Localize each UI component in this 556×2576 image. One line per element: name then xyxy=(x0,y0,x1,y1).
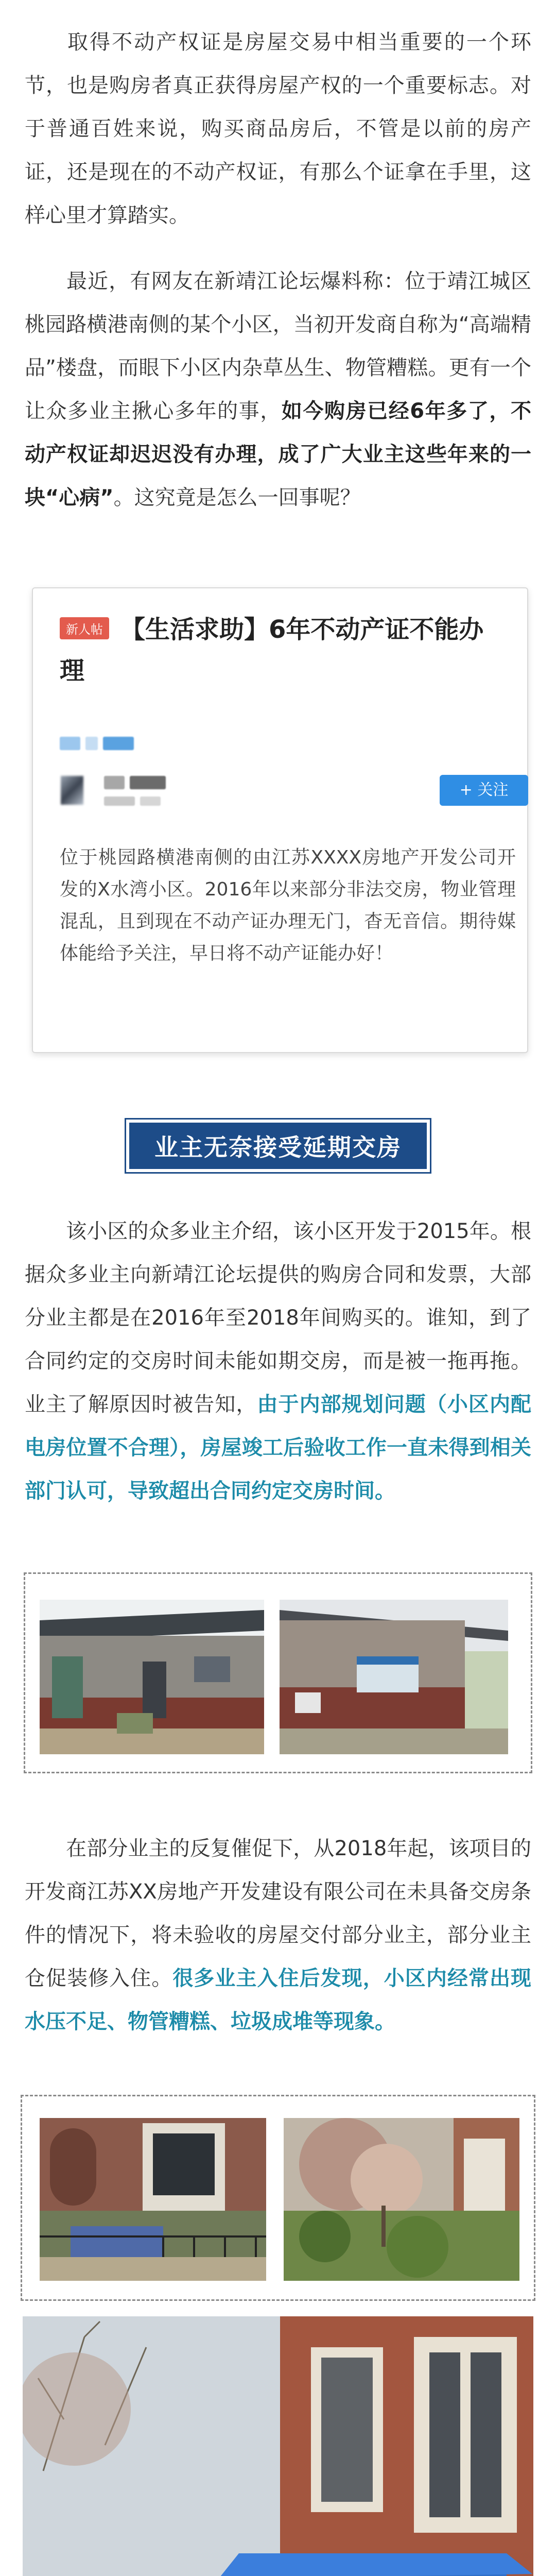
post-title[interactable]: 【生活求助】6年不动产证不能办理 xyxy=(60,615,484,685)
post-tags-blurred xyxy=(60,737,134,750)
photo-substation-left xyxy=(40,1600,264,1754)
paragraph-delay-text: 该小区的众多业主介绍，该小区开发于2015年。根据众多业主向新靖江论坛提供的购房合同和发票，大部分业主都是在2016年至2018年间购买的。谁知，到了合同约定的交房时间未能如期交房，而是被一拖再拖。业主了解原因时被告知， xyxy=(25,1219,531,1416)
paragraph-report xyxy=(25,260,531,519)
photo-building-canopy xyxy=(23,2316,533,2576)
paragraph-handover-text: 在部分业主的反复催促下，从2018年起，该项目的开发商江苏XX房地产开发建设有限公司在未具备交房条件的情况下，将未验收的房屋交付部分业主，部分业主仓促装修入住。 xyxy=(25,1837,531,1990)
paragraph-report-text: 最近，有网友在新靖江论坛爆料称：位于靖江城区桃园路横港南侧的某个小区，当初开发商自称为“高端精品”楼盘，而眼下小区内杂草丛生、物管糟糕。更有一个让众多业主揪心多年的事， xyxy=(25,269,531,423)
section-heading-frame xyxy=(125,1118,431,1174)
paragraph-delay-highlight: 由于内部规划问题（小区内配电房位置不合理），房屋竣工后验收工作一直未得到相关部门认可，导致超出合同约定交房时间。 xyxy=(25,1393,532,1503)
paragraph-report-emphasis: 如今购房已经6年多了，不动产权证却迟迟没有办理，成了广大业主这些年来的一块“心病” xyxy=(25,399,531,510)
user-avatar[interactable] xyxy=(61,776,83,805)
photo-yard-right xyxy=(284,2118,519,2281)
photo-frame-substation xyxy=(24,1572,532,1773)
paragraph-handover xyxy=(25,1827,531,2043)
forum-post-card[interactable] xyxy=(32,587,528,1053)
post-body: 位于桃园路横港南侧的由江苏XXXX房地产开发公司开发的X水湾小区。2016年以来部分非法交房，物业管理混乱，且到现在不动产证办理无门，杳无音信。期待媒体能给予关注，早日将不动产证能办好！ xyxy=(60,847,516,964)
user-name-blurred xyxy=(104,776,166,789)
paragraph-delay xyxy=(25,1210,531,1513)
paragraph-intro xyxy=(25,21,531,237)
photo-substation-right xyxy=(280,1600,508,1754)
follow-button[interactable]: + 关注 xyxy=(440,775,528,806)
paragraph-handover-highlight: 很多业主入住后发现，小区内经常出现水压不足、物管糟糕、垃圾成堆等现象。 xyxy=(25,1967,532,2033)
new-post-badge: 新人帖 xyxy=(60,617,109,639)
paragraph-report-tail: 。这究竟是怎么一回事呢？ xyxy=(113,486,361,510)
photo-yard-left xyxy=(40,2118,266,2281)
photo-frame-yard xyxy=(21,2095,535,2301)
user-meta-blurred xyxy=(104,796,161,806)
paragraph-intro-text: 取得不动产权证是房屋交易中相当重要的一个环节，也是购房者真正获得房屋产权的一个重要标志。对于普通百姓来说，购买商品房后，不管是以前的房产证，还是现在的不动产权证，有那么个证拿在手里，这样心里才算踏实。 xyxy=(25,30,531,227)
section-heading: 业主无奈接受延期交房 xyxy=(129,1123,427,1169)
